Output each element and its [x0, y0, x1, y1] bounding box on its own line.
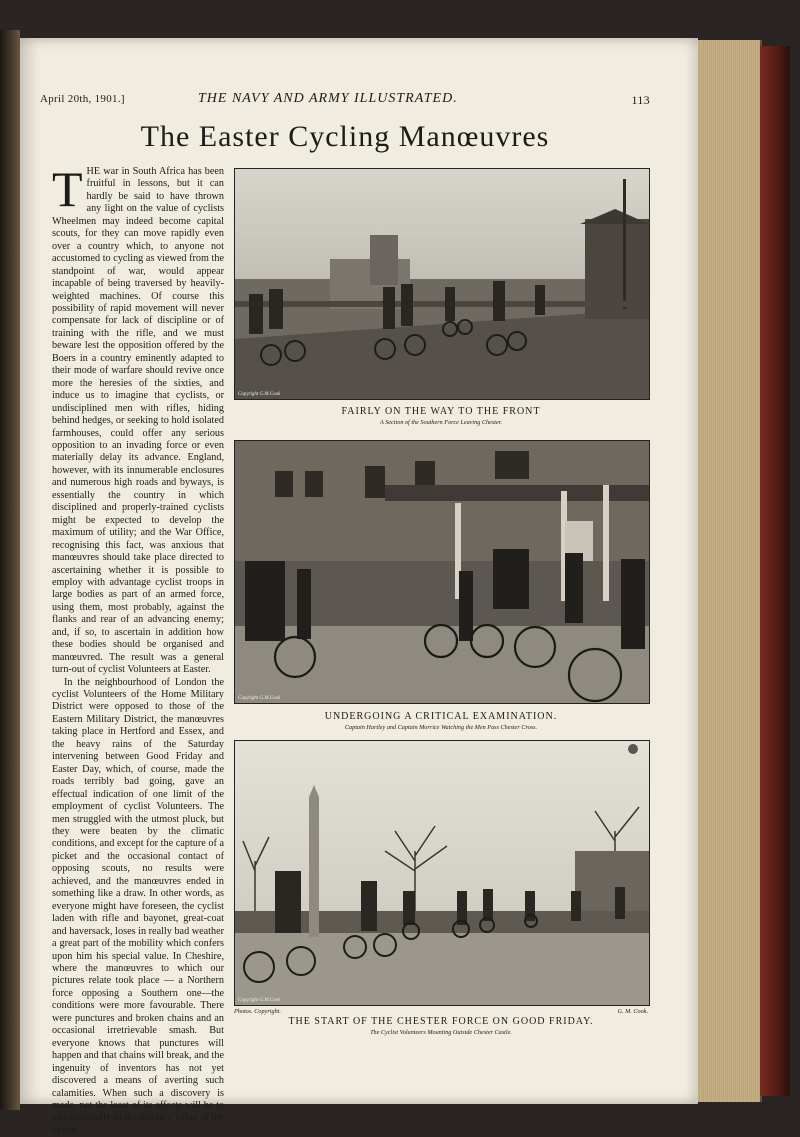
issue-date: April 20th, 1901.] [40, 93, 125, 105]
photo-chester-castle-start [234, 740, 650, 1006]
photos-copyright-note: Photos. Copyright. [234, 1008, 281, 1015]
photo-3-credit: Copyright G.M.Cook [238, 998, 281, 1003]
photo-3-caption: THE START OF THE CHESTER FORCE ON GOOD FRIDAY. [288, 1016, 594, 1027]
photo-2-credit: Copyright G.M.Cook [238, 696, 281, 701]
photo-cyclists-leaving-chester [234, 168, 650, 400]
photo-1-credit: Copyright G.M.Cook [238, 392, 281, 397]
paragraph-1-text: HE war in South Africa has been fruitful in lessons, but it can hardly be said to have thrown any light on the value of cyclists Wheelmen may indeed become capital scouts, for they can move rapidly even over a country which, to anyone not accustomed to cycling as viewed from the standpoint of war, would appear incapable of being traversed by heavily-weighted machines. Of course this possibility of rapid movement will never compensate for lack of discipline or of training with the rifle, and we must beware lest the opposition offered by the Boers in a country eminently adapted to their mode of warfare should revive once more the heresies of the sixties, and induce us to imagine that cyclists, or undisciplined men with rifles, hiding behind hedges, or seeking to hold isolated farmhouses, could offer any serious opposition to an invading force or even materially delay its advance. England, however, with its innumerable enclosures and numerous high roads and byways, is essentially the country in which disciplined and properly-trained cyclists might be expected to develop the maximum of utility; and the War Office, recognising this fact, was anxious that manœuvres should take place directed to ascertaining whether it is possible to employ with advantage cyclist troops in large bodies as part of an armed force, using them, most probably, against the flanks and rear of an advancing enemy; and, if so, to ascertain in addition how these bodies should be organised and manœuvred. The result was a general turn-out of cyclist Volunteers at Easter. [52, 166, 224, 676]
article-title: The Easter Cycling Manœuvres [140, 120, 550, 153]
paragraph-2: In the neighbourhood of London the cyclist Volunteers of the Home Military District were opposed to those of the Eastern Military District, the manœuvres taking place in Hertford and Essex, and the heavy rains of the Saturday intervening between Good Friday and Easter Day, which, of course, made the roads terribly bad going, gave an effectual indication of one limit of the employment of cyclist Volunteers. The men struggled with the utmost pluck, but they were beaten by the climatic conditions, and except for the capture of a picket and the occasional contact of opposing scouts, no results were achieved, and the manœuvres ended in something like a draw. In other words, as everyone might have foreseen, the cyclist laden with rifle and bayonet, great-coat and haversack, loses in really bad weather a great part of the mobility which confers upon him his special value. In Cheshire, where the manœuvres to which our pictures relate took place — a Northern force opposing a Southern one—the conditions were more favourable. There were punctures and broken chains and an occasional irretrievable smash. But everyone knows that punctures will happen and that chains will break, and the ingenuity of inventors has not yet discovered a means of averting such calamities. When such a discovery is made, not the least of its effects will be to add materially to the military value of the cyclist. [52, 676, 224, 1136]
drop-cap: T [52, 161, 83, 217]
publication-name: THE NAVY AND ARMY ILLUSTRATED. [198, 91, 458, 106]
photo-1-subcaption: A Section of the Southern Force Leaving Chester. [379, 419, 502, 426]
photo-2-subcaption: Captain Hartley and Captain Morrice Watching the Men Pass Chester Cross. [344, 724, 538, 731]
photo-1-caption: FAIRLY ON THE WAY TO THE FRONT [341, 406, 541, 417]
photographer-credit: G. M. Cook. [617, 1008, 648, 1015]
book-binding [0, 30, 20, 1110]
photo-3-subcaption: The Cyclist Volunteers Mounting Outside Chester Castle. [370, 1029, 512, 1036]
photo-2-caption: UNDERGOING A CRITICAL EXAMINATION. [324, 711, 558, 722]
book-cover-edge [760, 46, 790, 1096]
article-body [52, 161, 224, 1137]
page-number: 113 [631, 93, 650, 107]
page-edges [698, 40, 762, 1102]
paragraph-1 [52, 161, 224, 677]
running-head [40, 91, 650, 109]
photo-critical-examination [234, 440, 650, 704]
